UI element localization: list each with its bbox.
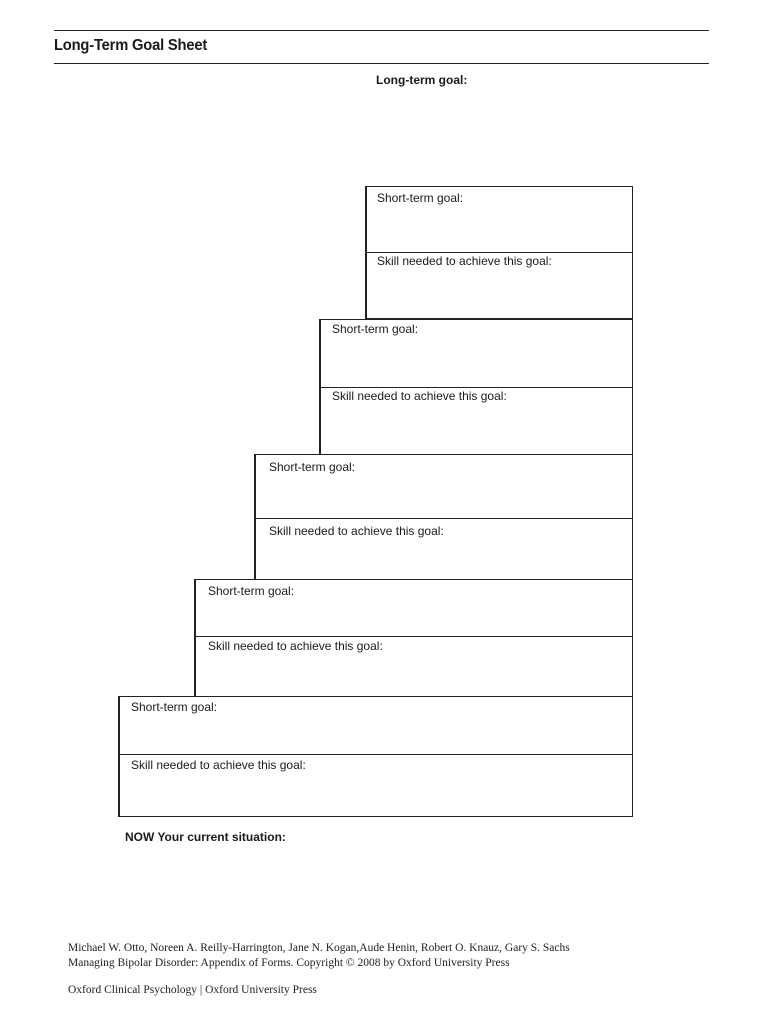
- goal-step-2: [319, 319, 633, 455]
- footer-book: Managing Bipolar Disorder: Appendix of Forms. Copyright © 2008 by Oxford University Press: [68, 957, 510, 969]
- short-term-goal-label: Short-term goal:: [208, 584, 295, 598]
- goal-step-4: [194, 579, 633, 697]
- skill-needed-label: Skill needed to achieve this goal:: [332, 389, 507, 403]
- goal-step-1: [365, 186, 633, 319]
- goal-step-3: [254, 454, 633, 580]
- short-term-goal-label: Short-term goal:: [131, 700, 218, 714]
- header-top-rule: [54, 30, 709, 31]
- step-divider: [367, 252, 632, 253]
- short-term-goal-label: Short-term goal:: [269, 460, 356, 474]
- step-divider: [196, 636, 632, 637]
- step-divider: [256, 518, 632, 519]
- footer-series: Oxford Clinical Psychology | Oxford University Press: [68, 984, 317, 996]
- page-title: Long-Term Goal Sheet: [54, 37, 208, 54]
- step-divider: [120, 754, 632, 755]
- header-bottom-rule: [54, 63, 709, 64]
- goal-step-5: [118, 696, 633, 817]
- skill-needed-label: Skill needed to achieve this goal:: [208, 639, 383, 653]
- current-situation-label: NOW Your current situation:: [125, 830, 286, 844]
- skill-needed-label: Skill needed to achieve this goal:: [131, 758, 306, 772]
- footer-authors: Michael W. Otto, Noreen A. Reilly-Harrington, Jane N. Kogan,Aude Henin, Robert O. Knauz, Gary S. Sachs: [68, 942, 570, 954]
- short-term-goal-label: Short-term goal:: [377, 191, 464, 205]
- step-divider: [321, 387, 632, 388]
- short-term-goal-label: Short-term goal:: [332, 322, 419, 336]
- skill-needed-label: Skill needed to achieve this goal:: [269, 524, 444, 538]
- long-term-goal-label: Long-term goal:: [376, 73, 468, 87]
- skill-needed-label: Skill needed to achieve this goal:: [377, 254, 552, 268]
